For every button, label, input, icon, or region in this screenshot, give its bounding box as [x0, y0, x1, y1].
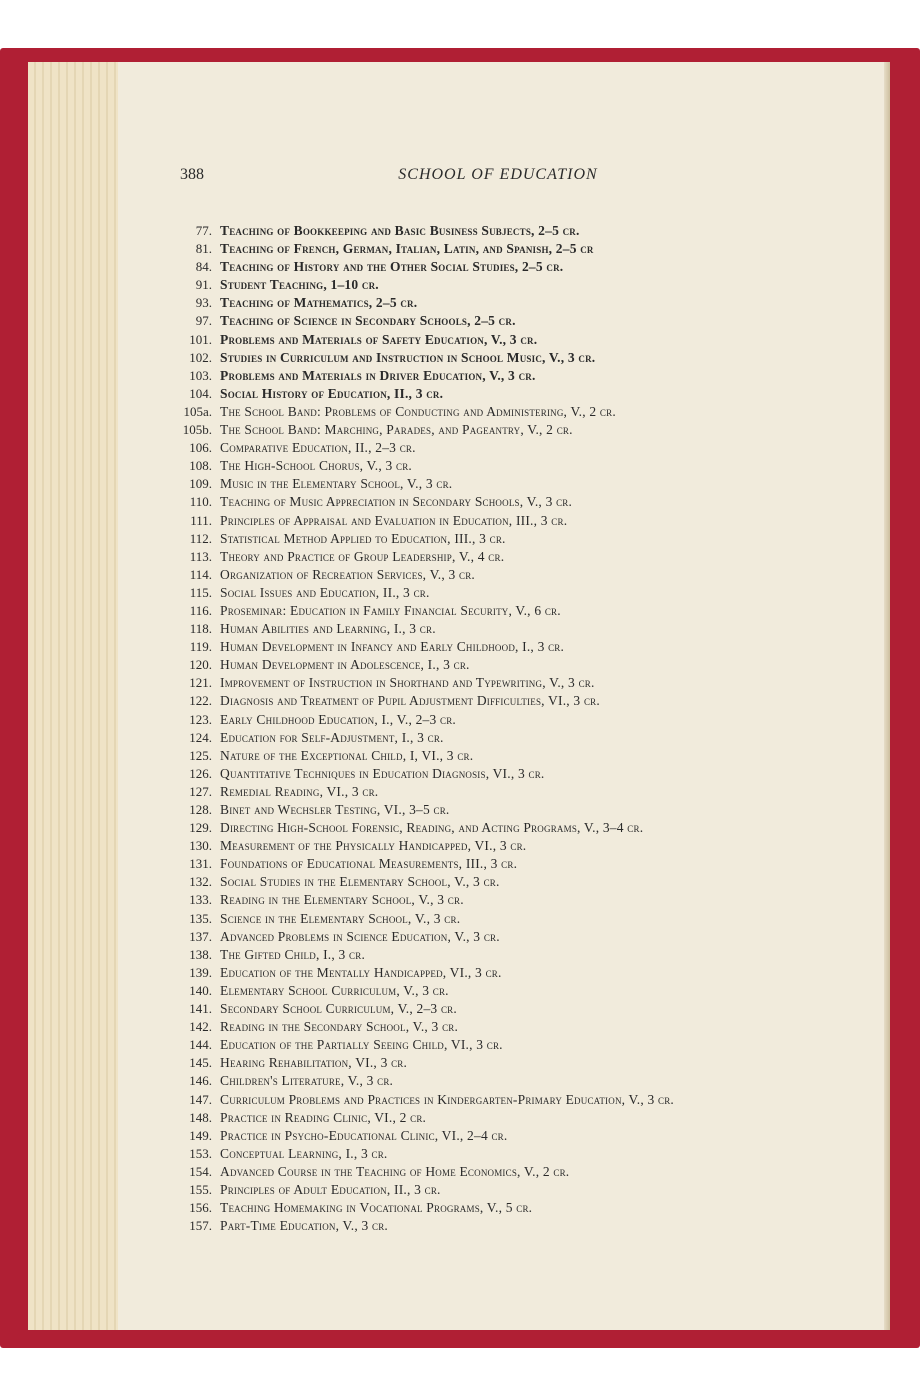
course-number: 113. — [189, 548, 212, 564]
course-title: Nature of the Exceptional Child, I, VI., 3 cr. — [220, 747, 474, 763]
course-entry — [168, 711, 888, 729]
course-entry — [168, 421, 888, 439]
course-number: 155. — [189, 1181, 212, 1197]
course-entry — [168, 258, 888, 276]
course-number: 121. — [189, 675, 212, 691]
course-entry — [168, 656, 888, 674]
course-title: The School Band: Marching, Parades, and Pageantry, V., 2 cr. — [220, 422, 573, 438]
course-title: Teaching of Science in Secondary Schools, 2–5 cr. — [220, 313, 516, 329]
course-number: 106. — [189, 440, 212, 456]
course-title: Children's Literature, V., 3 cr. — [220, 1073, 394, 1089]
course-number: 119. — [189, 639, 212, 655]
course-entry — [168, 1145, 888, 1163]
course-entry — [168, 439, 888, 457]
course-number: 147. — [189, 1091, 212, 1107]
course-number: 131. — [189, 856, 212, 872]
course-entry — [168, 1072, 888, 1090]
course-entry — [168, 928, 888, 946]
course-number: 81. — [195, 241, 212, 257]
course-title: Advanced Problems in Science Education, V., 3 cr. — [220, 928, 500, 944]
course-number: 144. — [189, 1037, 212, 1053]
book-page — [118, 62, 890, 1330]
course-number: 128. — [189, 802, 212, 817]
course-number: 101. — [189, 331, 212, 347]
course-title: Human Abilities and Learning, I., 3 cr. — [220, 621, 436, 637]
course-title: Teaching of Bookkeeping and Basic Business Subjects, 2–5 cr. — [220, 223, 580, 238]
course-number: 149. — [189, 1127, 212, 1143]
course-entry — [168, 602, 888, 620]
course-number: 137. — [189, 928, 212, 944]
course-title: Statistical Method Applied to Education, III., 3 cr. — [220, 530, 506, 546]
course-number: 145. — [189, 1055, 212, 1071]
course-number: 127. — [189, 783, 212, 799]
course-entry — [168, 1127, 888, 1145]
course-title: The Gifted Child, I., 3 cr. — [220, 946, 366, 962]
course-number: 103. — [189, 367, 212, 383]
course-entry — [168, 638, 888, 656]
course-title: Foundations of Educational Measurements, III., 3 cr. — [220, 856, 518, 872]
course-title: Diagnosis and Treatment of Pupil Adjustment Difficulties, VI., 3 cr. — [220, 693, 600, 709]
course-number: 105b. — [182, 422, 212, 438]
course-title: Comparative Education, II., 2–3 cr. — [220, 440, 416, 456]
course-number: 112. — [189, 530, 212, 546]
course-number: 77. — [195, 223, 212, 238]
course-title: Education of the Partially Seeing Child, VI., 3 cr. — [220, 1037, 503, 1053]
course-number: 111. — [190, 512, 212, 528]
course-title: Problems and Materials of Safety Education, V., 3 cr. — [220, 331, 538, 347]
course-title: Measurement of the Physically Handicapped, VI., 3 cr. — [220, 838, 527, 854]
course-title: Teaching of French, German, Italian, Latin, and Spanish, 2–5 cr — [220, 241, 594, 257]
course-title: Advanced Course in the Teaching of Home Economics, V., 2 cr. — [220, 1163, 570, 1179]
course-title: Directing High-School Forensic, Reading, and Acting Programs, V., 3–4 cr. — [220, 820, 644, 836]
course-entry — [168, 403, 888, 421]
course-number: 84. — [195, 259, 212, 275]
course-entry — [168, 457, 888, 475]
course-title: Human Development in Adolescence, I., 3 cr. — [220, 657, 470, 673]
course-number: 140. — [189, 982, 212, 998]
course-number: 139. — [189, 964, 212, 980]
course-entry — [168, 512, 888, 530]
course-title: Hearing Rehabilitation, VI., 3 cr. — [220, 1055, 408, 1071]
course-number: 130. — [189, 838, 212, 854]
course-title: Social History of Education, II., 3 cr. — [220, 385, 444, 401]
course-entry — [168, 475, 888, 493]
course-entry — [168, 312, 888, 330]
course-title: Music in the Elementary School, V., 3 cr. — [220, 476, 453, 492]
course-title: Studies in Curriculum and Instruction in School Music, V., 3 cr. — [220, 349, 596, 365]
course-entry — [168, 783, 888, 801]
course-entry — [168, 1091, 888, 1109]
course-number: 118. — [189, 621, 212, 637]
course-number: 126. — [189, 765, 212, 781]
course-number: 124. — [189, 729, 212, 745]
course-number: 114. — [189, 566, 212, 582]
course-title: Proseminar: Education in Family Financial Security, V., 6 cr. — [220, 602, 561, 618]
course-title: Education for Self-Adjustment, I., 3 cr. — [220, 729, 444, 745]
course-title: Secondary School Curriculum, V., 2–3 cr. — [220, 1001, 457, 1017]
course-entry — [168, 294, 888, 312]
course-entry — [168, 1217, 888, 1235]
course-entry — [168, 620, 888, 638]
course-entry — [168, 1163, 888, 1181]
course-list — [168, 222, 888, 1235]
course-entry — [168, 855, 888, 873]
course-number: 132. — [189, 874, 212, 890]
course-title: Part-Time Education, V., 3 cr. — [220, 1218, 388, 1234]
course-entry — [168, 1181, 888, 1199]
course-title: Teaching of Music Appreciation in Secondary Schools, V., 3 cr. — [220, 494, 573, 510]
course-title: Student Teaching, 1–10 cr. — [220, 277, 379, 293]
course-entry — [168, 765, 888, 783]
course-title: Science in the Elementary School, V., 3 cr. — [220, 910, 461, 926]
course-title: Elementary School Curriculum, V., 3 cr. — [220, 982, 449, 998]
course-number: 142. — [189, 1019, 212, 1035]
course-title: The High-School Chorus, V., 3 cr. — [220, 458, 412, 474]
course-entry — [168, 1109, 888, 1127]
course-title: Reading in the Elementary School, V., 3 cr. — [220, 892, 464, 908]
course-entry — [168, 367, 888, 385]
course-title: Principles of Adult Education, II., 3 cr. — [220, 1181, 441, 1197]
course-title: Remedial Reading, VI., 3 cr. — [220, 783, 379, 799]
course-title: Principles of Appraisal and Evaluation in Education, III., 3 cr. — [220, 512, 568, 528]
course-title: The School Band: Problems of Conducting and Administering, V., 2 cr. — [220, 403, 616, 419]
course-number: 110. — [189, 494, 212, 510]
course-title: Quantitative Techniques in Education Diagnosis, VI., 3 cr. — [220, 765, 545, 781]
course-title: Teaching of Mathematics, 2–5 cr. — [220, 295, 418, 311]
course-number: 122. — [189, 693, 212, 709]
course-number: 109. — [189, 476, 212, 492]
course-title: Social Issues and Education, II., 3 cr. — [220, 584, 430, 600]
course-entry — [168, 964, 888, 982]
course-entry — [168, 566, 888, 584]
course-entry — [168, 530, 888, 548]
course-entry — [168, 747, 888, 765]
course-entry — [168, 1199, 888, 1217]
course-title: Problems and Materials in Driver Education, V., 3 cr. — [220, 367, 536, 383]
course-entry — [168, 729, 888, 747]
course-entry — [168, 548, 888, 566]
course-entry — [168, 349, 888, 367]
course-number: 93. — [195, 295, 212, 311]
course-title: Social Studies in the Elementary School, V., 3 cr. — [220, 874, 500, 890]
course-number: 146. — [189, 1073, 212, 1089]
course-number: 116. — [189, 602, 212, 618]
course-entry — [168, 331, 888, 349]
course-title: Early Childhood Education, I., V., 2–3 cr. — [220, 711, 457, 727]
course-title: Reading in the Secondary School, V., 3 cr. — [220, 1019, 459, 1035]
course-entry — [168, 385, 888, 403]
course-number: 153. — [189, 1145, 212, 1161]
course-entry — [168, 240, 888, 258]
course-number: 97. — [195, 313, 212, 329]
course-entry — [168, 910, 888, 928]
course-number: 141. — [189, 1001, 212, 1017]
course-entry — [168, 493, 888, 511]
course-entry — [168, 584, 888, 602]
course-number: 115. — [189, 584, 212, 600]
course-number: 135. — [189, 910, 212, 926]
course-entry — [168, 801, 888, 819]
course-entry — [168, 674, 888, 692]
course-title: Theory and Practice of Group Leadership, V., 4 cr. — [220, 548, 505, 564]
course-entry — [168, 837, 888, 855]
course-number: 133. — [189, 892, 212, 908]
course-title: Practice in Psycho-Educational Clinic, VI., 2–4 cr. — [220, 1127, 508, 1143]
course-entry — [168, 692, 888, 710]
course-entry — [168, 982, 888, 1000]
course-number: 156. — [189, 1200, 212, 1216]
course-number: 108. — [189, 458, 212, 474]
course-title: Conceptual Learning, I., 3 cr. — [220, 1145, 388, 1161]
course-entry — [168, 946, 888, 964]
course-title: Teaching Homemaking in Vocational Programs, V., 5 cr. — [220, 1200, 533, 1216]
course-number: 125. — [189, 747, 212, 763]
course-entry — [168, 1036, 888, 1054]
running-title: SCHOOL OF EDUCATION — [398, 166, 598, 183]
course-number: 154. — [189, 1163, 212, 1179]
page-header — [118, 166, 878, 190]
course-entry — [168, 1000, 888, 1018]
course-number: 138. — [189, 946, 212, 962]
course-entry — [168, 222, 888, 240]
page-number: 388 — [180, 166, 204, 183]
course-number: 148. — [189, 1109, 212, 1125]
course-number: 120. — [189, 657, 212, 673]
course-entry — [168, 873, 888, 891]
course-title: Improvement of Instruction in Shorthand and Typewriting, V., 3 cr. — [220, 675, 595, 691]
course-title: Organization of Recreation Services, V., 3 cr. — [220, 566, 476, 582]
course-title: Teaching of History and the Other Social Studies, 2–5 cr. — [220, 259, 564, 275]
course-title: Curriculum Problems and Practices in Kindergarten-Primary Education, V., 3 cr. — [220, 1091, 674, 1107]
course-entry — [168, 276, 888, 294]
course-title: Practice in Reading Clinic, VI., 2 cr. — [220, 1109, 427, 1125]
course-number: 157. — [189, 1218, 212, 1234]
course-entry — [168, 1054, 888, 1072]
page-edges — [28, 62, 128, 1330]
course-entry — [168, 1018, 888, 1036]
course-number: 102. — [189, 349, 212, 365]
course-number: 123. — [189, 711, 212, 727]
course-number: 104. — [189, 385, 212, 401]
course-entry — [168, 891, 888, 909]
course-title: Binet and Wechsler Testing, VI., 3–5 cr. — [220, 802, 450, 817]
course-title: Human Development in Infancy and Early Childhood, I., 3 cr. — [220, 639, 565, 655]
course-number: 129. — [189, 820, 212, 836]
course-entry — [168, 819, 888, 837]
course-title: Education of the Mentally Handicapped, VI., 3 cr. — [220, 964, 502, 980]
course-number: 105a. — [183, 403, 212, 419]
course-number: 91. — [195, 277, 212, 293]
